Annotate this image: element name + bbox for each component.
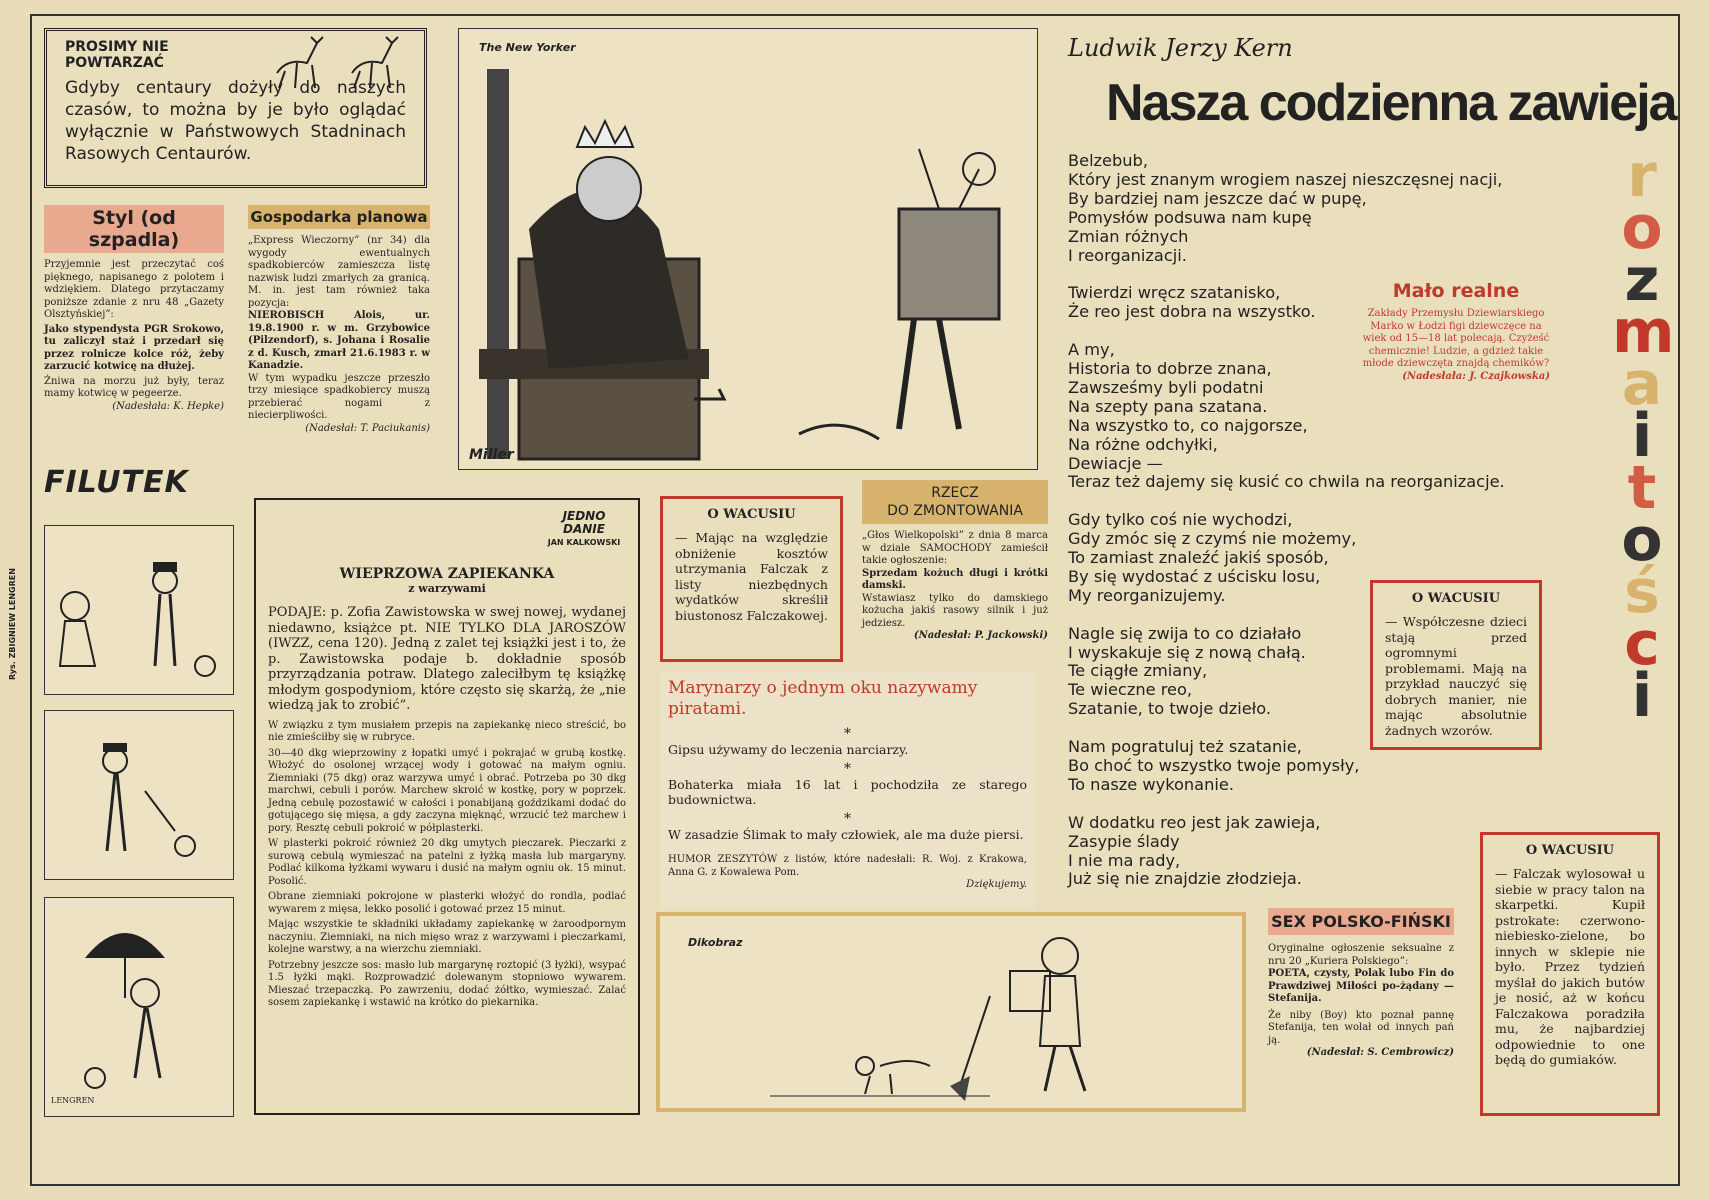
humor-star-3: * (844, 811, 851, 827)
poem-author: Ludwik Jerzy Kern (1068, 34, 1293, 62)
filutek-panel-1 (44, 525, 234, 695)
styl-article (44, 205, 224, 413)
przepis-p2: 30—40 dkg wieprzowiny z łopatki umyć i pokrajać w grubą kostkę. Włożyć do osolonej wrzącej wody i gotować na małym ogniu. Ziemniaki (75 dkg) oraz warzywa umyć i obrać. Potrzeba po 30 dkg marchwi, cebuli i porów. Marchew skroić w kostkę, pory w poprzek. Jedną cebulę pozostawić w całości i ponabijaną goździkami dodać do gotującego się mięsa, a gdy zaczyna mięknąć, wrzucić też marchew i pory. Resztę cebuli pokroić w półplasterki. (268, 747, 626, 834)
gospodarka-quote: NIEROBISCH Alois, ur. 19.8.1900 r. w m. Grzybowice (Pilzendorf), s. Johana i Rosalie z d. Kusch, zmarł 21.6.1983 r. w Kanadzie. (248, 310, 430, 371)
rozmaitosci-letter: o (1621, 505, 1663, 575)
badge-line1: JEDNO (562, 509, 606, 523)
styl-quote: Jako stypendysta PGR Srokowo, tu zaliczył staż i przedarł się przez rolnicze kolce róż, żeby zarzucić kotwicę na dłużej. (44, 323, 224, 372)
filutek-rain-scene (45, 711, 233, 879)
gospodarka-text: „Express Wieczorny” (nr 34) dla wygody ewentualnych spadkobierców zamieszcza listę nazwisk ludzi zmarłych za granicą. M. in. jest tam również taka pozycja: (248, 235, 430, 309)
sex-text2: Że niby (Boy) kto poznał pannę Stefanija, ten wolał od innych pań ją. (1268, 1009, 1454, 1046)
cartoon-king-tv (458, 28, 1038, 470)
rozmaitosci-letter: ś (1624, 557, 1660, 627)
sex-article (1268, 908, 1454, 1060)
prosimy-box (44, 28, 427, 188)
rozmaitosci-letter: i (1631, 661, 1653, 731)
rzecz-text: „Głos Wielkopolski” z dnia 8 marca w dziale SAMOCHODY zamieścił takie ogłoszenie: (862, 530, 1048, 566)
rozmaitosci-title (1612, 141, 1675, 731)
wacus2-text: — Współczesne dzieci stają przed ogromnymi problemami. Mają na przykład nauczyć się dobrych manier, nie mając absolutnie żadnych wzorów. (1385, 614, 1527, 738)
gospodarka-text2: W tym wypadku jeszcze przeszło trzy miesiące spadkobiercy muszą przebierać nogami z niecierpliwości. (248, 372, 430, 421)
rozmaitosci-letter: m (1612, 297, 1675, 367)
humor-line2: Bohaterka miała 16 lat i pochodziła ze starego budownictwa. (668, 777, 1027, 807)
malo-sender: (Nadesłała: J. Czajkowska) (1402, 370, 1550, 382)
przepis-p6: Potrzebny jeszcze sos: masło lub margarynę roztopić (3 łyżki), wsypać 1.5 łyżki mąki. Rozprowadzić dolewanym stopniowo wywarem. Mieszać trzepaczką. Po zawrzeniu, dodać żółtko, wymieszać. Zalać sosem zapiekankę i wstawić na krótko do piekarnika. (268, 959, 626, 1008)
przepis-p5: Mając wszystkie te składniki układamy zapiekankę w żaroodpornym naczyniu. Ziemniaki, na nich mięso wraz z warzywami i pieczarkami, kolejne warstwy, a na wierzchu ziemniaki. (268, 919, 626, 955)
humor-thanks: Dziękujemy. (966, 879, 1027, 890)
rozmaitosci-letter: z (1624, 245, 1660, 315)
filutek-signature: LENGREN (51, 1096, 95, 1105)
poem-text: Belzebub, Który jest znanym wrogiem naszej nieszczęsnej nacji, By bardziej nam jeszcze dać w pupę, Pomysłów podsuwa nam kupę Zmian różnych I reorganizacji. Twierdzi wręcz szatanisko, Że reo jest dobra na wszystko. A my, Historia to dobrze znana, Zawsześmy byli podatni Na szepty pana szatana. Na wszystko to, co najgorsze, Na różne odchyłki, Dewiacje — Teraz też dajemy się kusić co chwila na reorganizacje. Gdy tylko coś nie wychodzi, Gdy zmóc się z czymś nie możemy, To zamiast znaleźć jakiś sposób, By się wydostać z uścisku losu, My reorganizujemy. Nagle się zwija to co działało I wyskakuje się z nową chałą. Te ciągłe zmiany, Te wieczne reo, Szatanie, to twoje dzieło. Nam pogratuluj też szatanie, Bo choć to wszystko twoje pomysły, To nasze wykonanie. W dodatku reo jest jak zawieja, Zasypie ślady I nie ma rady, Już się nie znajdzie złodzieja. (1068, 151, 1505, 889)
rzecz-article (862, 480, 1048, 643)
filutek-umbrella-scene (45, 898, 233, 1116)
filutek-strip (44, 465, 234, 1125)
gospodarka-title: Gospodarka planowa (248, 205, 430, 229)
humor-article (660, 672, 1035, 908)
rozmaitosci-letter: i (1631, 401, 1653, 471)
rozmaitosci-letter: t (1627, 453, 1657, 523)
styl-text: Przyjemnie jest przeczytać coś pięknego, napisanego z polotem i wdziękiem. Dlatego przytaczamy poniższe zdanie z nru 48 „Gazety Olsztyńskiej”: (44, 259, 224, 320)
styl-text2: Żniwa na morzu już były, teraz mamy kotwicę w pegeerze. (44, 375, 224, 399)
humor-headline: Marynarzy o jednym oku nazywamy piratami. (668, 678, 978, 719)
filutek-title: FILUTEK (44, 465, 189, 500)
humor-star-2: * (844, 761, 851, 777)
prosimy-text: Gdyby centaury dożyły do naszych czasów, to można by je było oglądać wyłącznie w Państwowych Stadninach Rasowych Centaurów. (65, 78, 406, 164)
wacus1-title: O WACUSIU (707, 507, 796, 522)
przepis-article (254, 498, 640, 1115)
cartoon-signature: Miller (469, 447, 514, 463)
sex-title: SEX POLSKO-FIŃSKI (1268, 908, 1454, 935)
king-on-throne-illustration (459, 29, 1039, 471)
wacus1-text: — Mając na względzie obniżenie kosztów utrzymania Falczak z listy niezbędnych wydatków skreślił biustonosz Falczakowej. (675, 530, 828, 623)
malo-title: Mało realne (1392, 280, 1520, 302)
humor-star-1: * (844, 726, 851, 742)
centaurs-illustration (267, 33, 417, 93)
przepis-intro: PODAJE: p. Zofia Zawistowska w swej nowej, wydanej niedawno, książce pt. NIE TYLKO DLA JAROSZÓW (IWZZ, cena 120). Jedną z zalet tej książki jest i to, że p. Zawistowska podaje b. dokładnie sposób przyrządzania potraw. Dlatego zaleciłbym tę książkę młodym gospodyniom, które często się skarżą, że „nie wiedzą jak to zrobić”. (268, 605, 626, 713)
filutek-panel-3 (44, 897, 234, 1117)
cartoon-bottom-credit: Dikobraz (688, 936, 743, 949)
wacus3-text: — Falczak wylosował u siebie w pracy talon na skarpetki. Kupił pstrokate: czerwono-niebiesko-zielone, bo innych w sklepie nie było. Przez tydzień myślał do jakich butów je nosić, aż w końcu Falczakowa poradziła mu, że najbardziej odpowiednie to one będą do gumiaków. (1495, 866, 1645, 1067)
rozmaitosci-letter: r (1627, 141, 1657, 211)
rzecz-title-line1: RZECZ (931, 485, 979, 501)
przepis-title: WIEPRZOWA ZAPIEKANKA (339, 566, 555, 582)
malo-text: Zakłady Przemysłu Dziewiarskiego Marko w Łodzi figi dziewczęce na wiek od 15—18 lat polecają. Czyżeść chemicznie! Ludzie, a gdzież takie młode dziewczęta znajdą chemików? (1362, 308, 1550, 369)
rzecz-text2: Wstawiasz tylko do damskiego kożucha jakiś rasowy silnik i już jedziesz. (862, 592, 1048, 629)
rozmaitosci-letter: a (1621, 349, 1663, 419)
styl-sender: (Nadesłała: K. Hepke) (112, 400, 224, 412)
przepis-p3: W plasterki pokroić również 20 dkg umytych pieczarek. Pieczarki z surową cebulą wymieszać na patelni z łyżką masła lub margaryny. Podlać kilkoma łyżkami wywaru i dusić na małym ogniu ok. 15 minut. Posolić. (268, 838, 626, 887)
badge-line2: DANIE (563, 522, 605, 536)
jedno-danie-badge (544, 510, 624, 549)
wacus2-title: O WACUSIU (1411, 591, 1501, 606)
filutek-flower-scene (45, 526, 233, 694)
wacus3-title: O WACUSIU (1525, 843, 1615, 858)
przepis-p1: W związku z tym musiałem przepis na zapiekankę nieco streścić, bo nie zmieściłby się w rubryce. (268, 719, 626, 743)
rzecz-title (862, 480, 1048, 524)
sex-text: Oryginalne ogłoszenie seksualne z nru 20 „Kuriera Polskiego”: (1268, 943, 1454, 967)
gospodarka-article (248, 205, 430, 435)
prosimy-title: PROSIMY NIE POWTARZAĆ (65, 39, 169, 71)
rozmaitosci-letter: o (1621, 193, 1663, 263)
styl-title: Styl (od szpadla) (44, 205, 224, 253)
cartoon-dikobraz (656, 912, 1246, 1112)
rzecz-sender: (Nadesłał: P. Jackowski) (913, 630, 1048, 641)
przepis-subtitle: z warzywami (408, 582, 486, 595)
poem-title: Nasza codzienna zawieja (1106, 74, 1676, 132)
wacus1-box (660, 496, 843, 662)
filutek-artist-credit: Rys. ZBIGNIEW LENGREN (8, 568, 17, 680)
humor-footer: HUMOR ZESZYTÓW z listów, które nadesłali: R. Woj. z Krakowa, Anna G. z Kowalewa Pom. (668, 854, 1027, 878)
rozmaitosci-letter: c (1624, 609, 1660, 679)
gospodarka-sender: (Nadesłał: T. Paciukanis) (305, 422, 430, 434)
przepis-p4: Obrane ziemniaki pokrojone w plasterki włożyć do rondla, podlać wywarem z mięsa, lekko posolić i gotować przez 15 minut. (268, 891, 626, 915)
wacus2-box (1370, 580, 1542, 750)
wacus3-box (1480, 832, 1660, 1116)
filutek-panel-2 (44, 710, 234, 880)
sex-quote: POETA, czysty, Polak lubo Fin do Prawdziwej Miłości po-żądany — Stefanija. (1268, 968, 1454, 1004)
man-sweeping-dog-illustration (660, 916, 1242, 1108)
sex-sender: (Nadesłał: S. Cembrowicz) (1306, 1047, 1454, 1058)
rzecz-title-line2: DO ZMONTOWANIA (887, 503, 1023, 519)
humor-line1: Gipsu używamy do leczenia narciarzy. (668, 742, 909, 757)
rzecz-quote: Sprzedam kożuch długi i krótki damski. (862, 567, 1048, 591)
badge-author: JAN KALKOWSKI (547, 538, 621, 547)
malo-article (1362, 280, 1550, 383)
humor-line3: W zasadzie Ślimak to mały człowiek, ale ma duże piersi. (668, 827, 1024, 842)
cartoon-credit: The New Yorker (479, 41, 576, 54)
